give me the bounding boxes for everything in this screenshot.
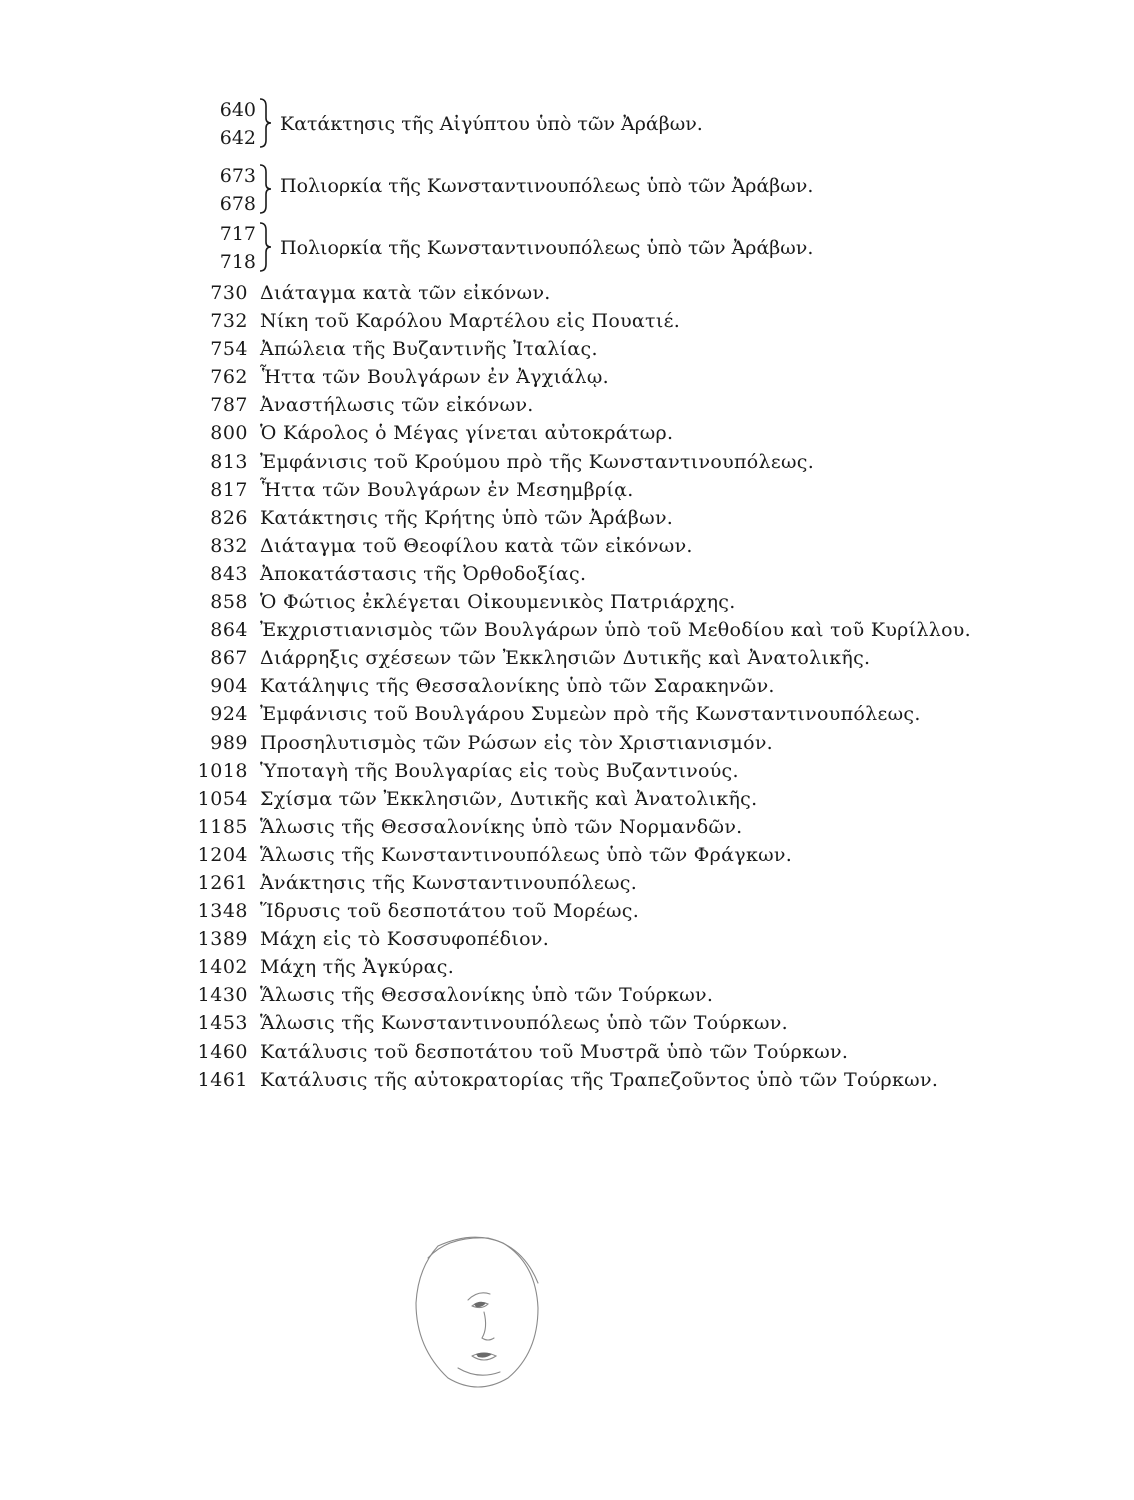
- range-entry: [214, 162, 1014, 218]
- list-item: [196, 422, 1096, 450]
- list-item: [196, 647, 1096, 675]
- entry-year: 864: [210, 619, 248, 642]
- range-entry: [214, 220, 1014, 276]
- brace-icon: [258, 98, 272, 148]
- entry-event: Κατάληψις τῆς Θεσσαλονίκης ὑπὸ τῶν Σαρακηνῶν.: [260, 675, 775, 698]
- entry-year: 1054: [197, 787, 248, 810]
- entry-year: 732: [210, 310, 248, 333]
- entry-event: Κατάλυσις τοῦ δεσποτάτου τοῦ Μυστρᾶ ὑπὸ τῶν Τούρκων.: [260, 1040, 849, 1063]
- entry-event: Διάταγμα κατὰ τῶν εἰκόνων.: [260, 282, 551, 304]
- list-item: [196, 872, 1096, 900]
- list-item: [196, 984, 1096, 1012]
- entry-year: 832: [210, 534, 248, 557]
- entry-year: 843: [210, 562, 248, 585]
- entry-year: 826: [210, 506, 248, 529]
- entry-event: Διάταγμα τοῦ Θεοφίλου κατὰ τῶν εἰκόνων.: [260, 534, 693, 557]
- entry-year: 817: [210, 478, 248, 501]
- entry-event: Ἀνάκτησις τῆς Κωνσταντινουπόλεως.: [260, 871, 638, 894]
- entry-event: Ἅλωσις τῆς Κωνσταντινουπόλεως ὑπὸ τῶν Φράγκων.: [260, 843, 793, 866]
- range-end-year: 718: [219, 251, 256, 273]
- list-item: [196, 507, 1096, 535]
- entry-year: 1348: [197, 900, 248, 923]
- range-end-year: 642: [219, 127, 256, 149]
- entry-event: Ἐμφάνισις τοῦ Βουλγάρου Συμεὼν πρὸ τῆς Κωνσταντινουπόλεως.: [260, 703, 921, 726]
- list-item: [196, 1041, 1096, 1069]
- entry-event: Μάχη τῆς Ἀγκύρας.: [260, 956, 455, 979]
- list-item: [196, 310, 1096, 338]
- range-start-year: 673: [219, 165, 256, 187]
- entry-year: 1204: [197, 843, 248, 866]
- range-years: [214, 220, 256, 276]
- list-item: [196, 675, 1096, 703]
- brace-icon: [258, 164, 272, 214]
- entry-event: Ὑποταγὴ τῆς Βουλγαρίας εἰς τοὺς Βυζαντινούς.: [260, 759, 739, 782]
- list-item: [196, 366, 1096, 394]
- list-item: [196, 591, 1096, 619]
- entry-event: Ἅλωσις τῆς Θεσσαλονίκης ὑπὸ τῶν Νορμανδῶν.: [260, 815, 743, 838]
- list-item: [196, 563, 1096, 591]
- face-sketch-icon: [398, 1228, 558, 1398]
- list-item: [196, 479, 1096, 507]
- entry-event: Ἧττα τῶν Βουλγάρων ἐν Μεσημβρίᾳ.: [260, 478, 634, 501]
- list-item: [196, 1069, 1096, 1097]
- entry-event: Προσηλυτισμὸς τῶν Ρώσων εἰς τὸν Χριστιανισμόν.: [260, 731, 774, 754]
- list-item: [196, 535, 1096, 563]
- chronology-list: [196, 282, 1096, 1097]
- entry-year: 754: [210, 338, 248, 361]
- entry-year: 924: [210, 703, 248, 726]
- entry-year: 867: [210, 647, 248, 670]
- entry-year: 800: [210, 422, 248, 445]
- entry-event: Ὁ Φώτιος ἐκλέγεται Οἰκουμενικὸς Πατριάρχης.: [260, 591, 736, 614]
- entry-event: Ἀποκατάστασις τῆς Ὀρθοδοξίας.: [260, 562, 587, 585]
- entry-year: 762: [210, 366, 248, 389]
- list-item: [196, 900, 1096, 928]
- entry-year: 858: [210, 591, 248, 614]
- entry-event: Ἀπώλεια τῆς Βυζαντινῆς Ἰταλίας.: [260, 338, 598, 361]
- entry-year: 989: [210, 731, 248, 754]
- list-item: [196, 338, 1096, 366]
- list-item: [196, 619, 1096, 647]
- entry-year: 730: [210, 282, 248, 304]
- list-item: [196, 956, 1096, 984]
- entry-event: Ἵδρυσις τοῦ δεσποτάτου τοῦ Μορέως.: [260, 900, 640, 923]
- list-item: [196, 788, 1096, 816]
- entry-year: 1185: [197, 815, 248, 838]
- entry-event: Ὁ Κάρολος ὁ Μέγας γίνεται αὐτοκράτωρ.: [260, 422, 674, 445]
- range-event: Πολιορκία τῆς Κωνσταντινουπόλεως ὑπὸ τῶν Ἀράβων.: [280, 175, 814, 197]
- entry-event: Ἧττα τῶν Βουλγάρων ἐν Ἀγχιάλῳ.: [260, 366, 609, 389]
- entry-event: Ἐμφάνισις τοῦ Κρούμου πρὸ τῆς Κωνσταντινουπόλεως.: [260, 450, 815, 473]
- entry-year: 1461: [197, 1068, 248, 1091]
- range-years: [214, 96, 256, 152]
- entry-year: 1389: [197, 928, 248, 951]
- entry-event: Διάρρηξις σχέσεων τῶν Ἐκκλησιῶν Δυτικῆς καὶ Ἀνατολικῆς.: [260, 647, 871, 670]
- list-item: [196, 282, 1096, 310]
- list-item: [196, 1012, 1096, 1040]
- range-entry: [214, 96, 1014, 152]
- entry-year: 1460: [197, 1040, 248, 1063]
- entry-event: Ἐκχριστιανισμὸς τῶν Βουλγάρων ὑπὸ τοῦ Μεθοδίου καὶ τοῦ Κυρίλλου.: [260, 619, 972, 642]
- list-item: [196, 760, 1096, 788]
- entry-event: Κατάκτησις τῆς Κρήτης ὑπὸ τῶν Ἀράβων.: [260, 506, 674, 529]
- list-item: [196, 928, 1096, 956]
- entry-year: 813: [210, 450, 248, 473]
- entry-event: Ἅλωσις τῆς Θεσσαλονίκης ὑπὸ τῶν Τούρκων.: [260, 984, 714, 1007]
- range-start-year: 717: [219, 223, 256, 245]
- list-item: [196, 844, 1096, 872]
- entry-year: 1402: [197, 956, 248, 979]
- entry-event: Μάχη εἰς τὸ Κοσσυφοπέδιον.: [260, 928, 550, 951]
- entry-year: 1453: [197, 1012, 248, 1035]
- list-item: [196, 703, 1096, 731]
- range-end-year: 678: [219, 193, 256, 215]
- list-item: [196, 816, 1096, 844]
- entry-event: Σχίσμα τῶν Ἐκκλησιῶν, Δυτικῆς καὶ Ἀνατολικῆς.: [260, 787, 758, 810]
- entry-year: 1261: [197, 871, 248, 894]
- entry-event: Ἅλωσις τῆς Κωνσταντινουπόλεως ὑπὸ τῶν Τούρκων.: [260, 1012, 788, 1035]
- entry-year: 787: [210, 394, 248, 417]
- entry-event: Νίκη τοῦ Καρόλου Μαρτέλου εἰς Πουατιέ.: [260, 310, 681, 333]
- entry-year: 904: [210, 675, 248, 698]
- range-start-year: 640: [219, 99, 256, 121]
- range-event: Πολιορκία τῆς Κωνσταντινουπόλεως ὑπὸ τῶν Ἀράβων.: [280, 237, 814, 259]
- list-item: [196, 451, 1096, 479]
- entry-year: 1018: [197, 759, 248, 782]
- range-event: Κατάκτησις τῆς Αἰγύπτου ὑπὸ τῶν Ἀράβων.: [280, 113, 703, 135]
- entry-event: Κατάλυσις τῆς αὐτοκρατορίας τῆς Τραπεζοῦντος ὑπὸ τῶν Τούρκων.: [260, 1068, 939, 1091]
- range-years: [214, 162, 256, 218]
- list-item: [196, 732, 1096, 760]
- entry-year: 1430: [197, 984, 248, 1007]
- entry-event: Ἀναστήλωσις τῶν εἰκόνων.: [260, 394, 534, 417]
- list-item: [196, 394, 1096, 422]
- brace-icon: [258, 222, 272, 272]
